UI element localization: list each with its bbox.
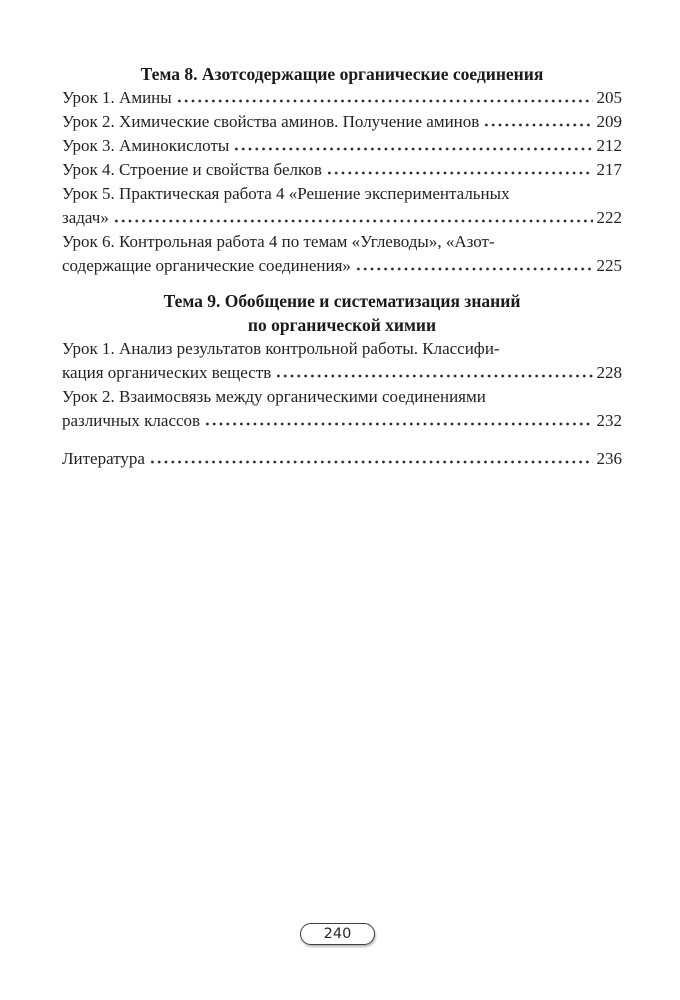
toc-entry	[62, 230, 622, 278]
toc-entry-text: Урок 1. Амины	[62, 88, 172, 107]
dot-leader	[205, 422, 592, 426]
section-title-tema-9	[62, 289, 622, 337]
dot-leader	[356, 267, 593, 271]
dot-leader	[484, 123, 592, 127]
toc-entry-text: Урок 2. Взаимосвязь между органическими соединениями	[62, 387, 486, 406]
toc-entry-page: 217	[596, 160, 622, 179]
toc-entry-text: кация органических веществ	[62, 363, 272, 382]
toc-entry	[62, 337, 622, 385]
toc-entry-text: различных классов	[62, 411, 201, 430]
section-title-tema-8	[62, 62, 622, 86]
toc-entry	[62, 182, 622, 230]
toc-entry-text: Урок 5. Практическая работа 4 «Решение экспериментальных	[62, 184, 510, 203]
toc-entry-literature	[62, 447, 622, 471]
toc-entry-page: 205	[596, 88, 622, 107]
page-number-badge	[300, 923, 375, 945]
dot-leader	[327, 171, 593, 175]
toc-entry-page: 236	[596, 449, 622, 468]
table-of-contents	[62, 62, 622, 471]
toc-entry	[62, 385, 622, 433]
toc-entry-text: Урок 6. Контрольная работа 4 по темам «Углеводы», «Азот-	[62, 232, 495, 251]
toc-entry-page: 209	[596, 112, 622, 131]
toc-entry-text: Литература	[62, 449, 145, 468]
dot-leader	[234, 147, 592, 151]
toc-entry	[62, 134, 622, 158]
toc-entry-page: 228	[596, 363, 622, 382]
toc-section-tema-9	[62, 289, 622, 433]
toc-entry-text: Урок 1. Анализ результатов контрольной работы. Классифи-	[62, 339, 500, 358]
section-title-line: по органической химии	[247, 315, 437, 335]
toc-entry-text: задач»	[62, 208, 109, 227]
toc-entry	[62, 158, 622, 182]
toc-section-tema-8	[62, 62, 622, 278]
dot-leader	[150, 460, 593, 464]
toc-entry	[62, 110, 622, 134]
toc-entry-text: Урок 2. Химические свойства аминов. Получение аминов	[62, 112, 480, 131]
toc-entry-page: 232	[596, 411, 622, 430]
dot-leader	[177, 99, 593, 103]
toc-entry-page: 222	[596, 208, 622, 227]
toc-entry-text: содержащие органические соединения»	[62, 256, 351, 275]
section-title-line: Тема 9. Обобщение и систематизация знаний	[163, 291, 521, 311]
toc-entry	[62, 86, 622, 110]
page-number: 240	[323, 926, 352, 942]
toc-entry-page: 212	[596, 136, 622, 155]
toc-entry-text: Урок 4. Строение и свойства белков	[62, 160, 322, 179]
section-title-line: Тема 8. Азотсодержащие органические соединения	[140, 64, 544, 84]
dot-leader	[276, 374, 592, 378]
toc-entry-text: Урок 3. Аминокислоты	[62, 136, 230, 155]
toc-entry-page: 225	[596, 256, 622, 275]
dot-leader	[114, 219, 593, 223]
